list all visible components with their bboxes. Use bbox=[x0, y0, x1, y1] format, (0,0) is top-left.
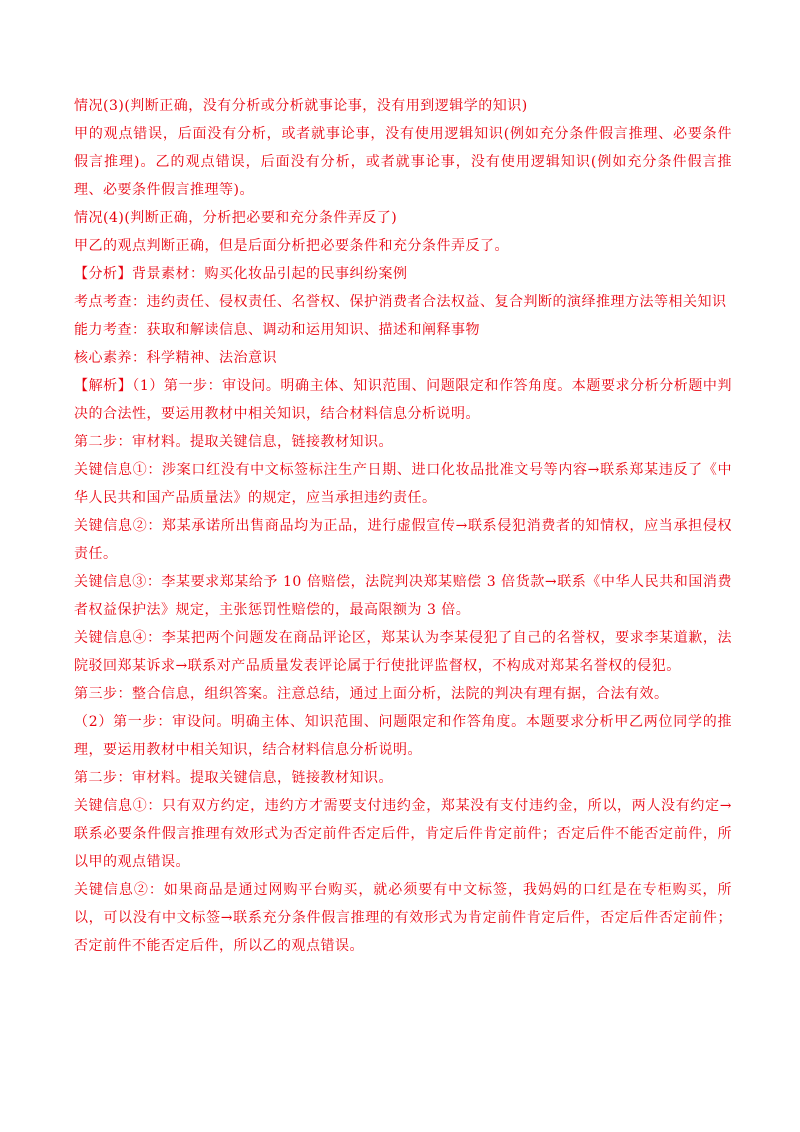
paragraph-ability: 能力考查：获取和解读信息、调动和运用知识、描述和阐释事物 bbox=[74, 322, 480, 338]
paragraph-exam-points: 考点考查：违约责任、侵权责任、名誉权、保护消费者合法权益、复合判断的演绎推理方法等相关知识 bbox=[74, 294, 727, 310]
paragraph-key-info-3: 关键信息③：李某要求郑某给予 10 倍赔偿，法院判决郑某赔偿 3 倍货款→联系《中华人民共和国消费者权益保护法》规定，主张惩罚性赔偿的，最高限额为 3 倍。 bbox=[74, 574, 732, 618]
document-body bbox=[74, 92, 732, 960]
paragraph-key-info-2: 关键信息②：郑某承诺所出售商品均为正品，进行虚假宣传→联系侵犯消费者的知情权，应当承担侵权责任。 bbox=[74, 518, 732, 562]
paragraph-situation-4: 情况(4)(判断正确，分析把必要和充分条件弄反了) bbox=[74, 210, 398, 226]
paragraph-part2-step2: 第二步：审材料。提取关键信息，链接教材知识。 bbox=[74, 770, 393, 786]
paragraph-part2-key-info-2: 关键信息②：如果商品是通过网购平台购买，就必须要有中文标签，我妈妈的口红是在专柜购买，所以，可以没有中文标签→联系充分条件假言推理的有效形式为肯定前件肯定后件，否定后件否定前件；否定前件不能否定后件，所以乙的观点错误。 bbox=[74, 882, 732, 954]
paragraph-part2-key-info-1: 关键信息①：只有双方约定，违约方才需要支付违约金，郑某没有支付违约金，所以，两人没有约定→联系必要条件假言推理有效形式为否定前件否定后件，肯定后件肯定前件；否定后件不能否定前件，所以甲的观点错误。 bbox=[74, 798, 732, 870]
paragraph-core-literacy: 核心素养：科学精神、法治意识 bbox=[74, 350, 277, 366]
paragraph-explanation-step1: 【解析】（1）第一步：审设问。明确主体、知识范围、问题限定和作答角度。本题要求分析分析题中判决的合法性，要运用教材中相关知识，结合材料信息分析说明。 bbox=[74, 378, 732, 422]
paragraph-step3: 第三步：整合信息，组织答案。注意总结，通过上面分析，法院的判决有理有据，合法有效。 bbox=[74, 686, 669, 702]
paragraph-analysis-background: 【分析】背景素材：购买化妆品引起的民事纠纷案例 bbox=[74, 266, 408, 282]
paragraph-key-info-1: 关键信息①：涉案口红没有中文标签标注生产日期、进口化妆品批准文号等内容→联系郑某违反了《中华人民共和国产品质量法》的规定，应当承担违约责任。 bbox=[74, 462, 732, 506]
paragraph-situation-3-detail: 甲的观点错误，后面没有分析，或者就事论事，没有使用逻辑知识(例如充分条件假言推理、必要条件假言推理)。乙的观点错误，后面没有分析，或者就事论事，没有使用逻辑知识(例如充分条件假言推理、必要条件假言推理等)。 bbox=[74, 126, 732, 198]
paragraph-situation-3: 情况(3)(判断正确，没有分析或分析就事论事，没有用到逻辑学的知识) bbox=[74, 98, 528, 114]
paragraph-key-info-4: 关键信息④：李某把两个问题发在商品评论区，郑某认为李某侵犯了自己的名誉权，要求李某道歉，法院驳回郑某诉求→联系对产品质量发表评论属于行使批评监督权，不构成对郑某名誉权的侵犯。 bbox=[74, 630, 732, 674]
paragraph-situation-4-detail: 甲乙的观点判断正确，但是后面分析把必要条件和充分条件弄反了。 bbox=[74, 238, 509, 254]
paragraph-step2: 第二步：审材料。提取关键信息，链接教材知识。 bbox=[74, 434, 393, 450]
paragraph-part2-step1: （2）第一步：审设问。明确主体、知识范围、问题限定和作答角度。本题要求分析甲乙两位同学的推理，要运用教材中相关知识，结合材料信息分析说明。 bbox=[74, 714, 732, 758]
